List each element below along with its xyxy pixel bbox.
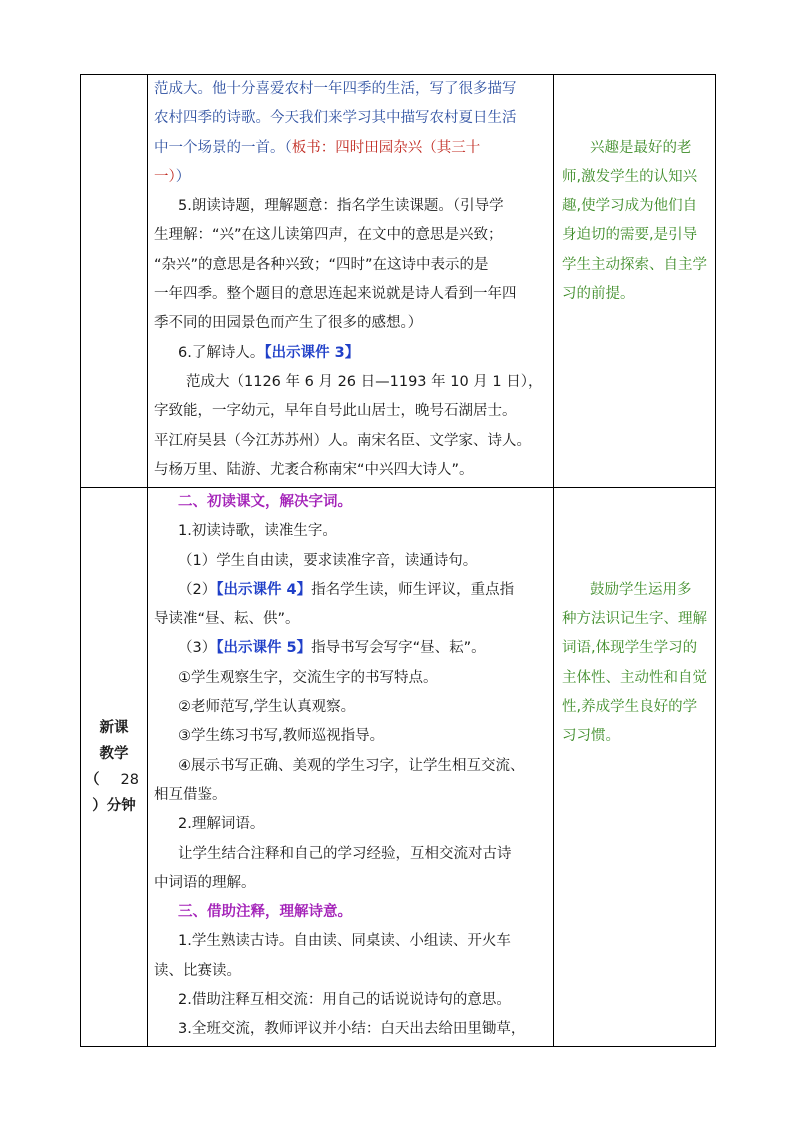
content-text: ②老师范写,学生认真观察。 xyxy=(178,699,356,716)
content-line xyxy=(148,163,553,192)
content-line xyxy=(148,280,553,309)
content-line xyxy=(148,339,553,368)
content-text: 季不同的田园景色而产生了很多的感想。） xyxy=(154,315,423,332)
content-line xyxy=(148,75,553,104)
design-intent-line: 习的前提。 xyxy=(562,286,635,303)
content-line xyxy=(148,427,553,456)
content-text: 字致能，一字幼元，早年自号此山居士，晚号石湖居士。 xyxy=(154,403,517,420)
content-text: 1.学生熟读古诗。自由读、同桌读、小组读、开火车 xyxy=(178,933,511,950)
design-intent-line: 主体性、主动性和自觉 xyxy=(562,669,707,686)
content-line xyxy=(148,752,553,781)
spacer xyxy=(554,547,715,576)
section-label xyxy=(81,488,147,1046)
content-text: 读、比赛读。 xyxy=(154,962,241,979)
content-line xyxy=(148,576,553,605)
content-text: 范成大（1126 年 6 月 26 日—1193 年 10 月 1 日）， xyxy=(186,373,543,390)
content-text: ①学生观察生字，交流生字的书写特点。 xyxy=(178,669,438,686)
content-text: 一年四季。整个题目的意思连起来说就是诗人看到一年四 xyxy=(154,286,517,303)
content-line xyxy=(148,722,553,751)
content-line xyxy=(148,368,553,397)
content-line xyxy=(148,488,553,517)
content-line xyxy=(148,957,553,986)
content-line xyxy=(148,693,553,722)
content-text: 指导书写会写字“昼、耘”。 xyxy=(311,640,486,657)
content-text: 一） xyxy=(154,168,176,185)
design-intent-line: 鼓励学生运用多 xyxy=(590,581,692,598)
duration-minutes: 28 xyxy=(120,772,139,788)
design-intent-line: 师,激发学生的认知兴 xyxy=(562,168,698,185)
table-row xyxy=(81,75,716,488)
spacer xyxy=(554,104,715,133)
content-text: 指名学生读，师生评议，重点指 xyxy=(311,581,515,598)
content-text: （1）学生自由读，要求读准字音，读通诗句。 xyxy=(178,552,478,569)
lesson-plan-table xyxy=(80,74,716,1047)
content-line xyxy=(148,547,553,576)
teaching-content xyxy=(148,75,553,485)
content-text: （2） xyxy=(178,581,217,598)
content-text: ④展示书写正确、美观的学生习字，让学生相互交流、 xyxy=(178,757,525,774)
content-text: 让学生结合注释和自己的学习经验，互相交流对古诗 xyxy=(178,845,512,862)
design-intent-line: 习习惯。 xyxy=(562,728,620,745)
content-line xyxy=(148,1015,553,1044)
content-text: 中词语的理解。 xyxy=(154,874,256,891)
spacer xyxy=(554,488,715,517)
section-label-cell xyxy=(81,75,148,488)
section-label-line: 教学 xyxy=(99,746,129,762)
content-text: 2.借助注释互相交流：用自己的话说说诗句的意思。 xyxy=(178,992,511,1009)
content-line xyxy=(148,309,553,338)
content-line xyxy=(148,634,553,663)
content-line xyxy=(148,781,553,810)
content-text: 范成大。他十分喜爱农村一年四季的生活，写了很多描写 xyxy=(154,81,517,97)
section-label-cell xyxy=(81,488,148,1047)
content-text: 导读准“昼、耘、供”。 xyxy=(154,611,300,628)
content-line xyxy=(148,456,553,485)
table-row xyxy=(81,488,716,1047)
content-text: 2.理解词语。 xyxy=(178,816,265,833)
content-line xyxy=(148,221,553,250)
content-text: 板书：四时田园杂兴（其三十 xyxy=(291,139,481,156)
design-intent-line: 性,养成学生良好的学 xyxy=(562,699,698,716)
content-line xyxy=(148,605,553,634)
design-intent-line: 趣,使学习成为他们自 xyxy=(562,198,698,215)
content-text: 二、初读课文，解决字词。 xyxy=(178,494,352,510)
teaching-content-cell xyxy=(148,488,554,1047)
content-text: 中一个场景的一首。（ xyxy=(154,139,292,156)
duration-unit: ）分钟 xyxy=(92,798,136,814)
content-text: 相互借鉴。 xyxy=(154,786,227,803)
spacer xyxy=(554,75,715,104)
content-line xyxy=(148,397,553,426)
duration-paren: （ xyxy=(85,772,100,788)
content-line xyxy=(148,192,553,221)
spacer xyxy=(554,517,715,546)
design-intent-line: 种方法识记生字、理解 xyxy=(562,611,707,628)
content-line xyxy=(148,810,553,839)
content-line xyxy=(148,664,553,693)
teaching-content xyxy=(148,488,553,1045)
content-text: 农村四季的诗歌。今天我们来学习其中描写农村夏日生活 xyxy=(154,110,517,127)
content-text: 三、借助注释，理解诗意。 xyxy=(178,904,352,921)
content-text: 【出示课件 5】 xyxy=(216,640,312,657)
content-line xyxy=(148,986,553,1015)
content-line xyxy=(148,104,553,133)
teaching-content-cell xyxy=(148,75,554,488)
content-text: 平江府吴县（今江苏苏州）人。南宋名臣、文学家、诗人。 xyxy=(154,432,531,449)
content-line xyxy=(148,869,553,898)
content-line xyxy=(148,517,553,546)
content-text: 5.朗读诗题，理解题意：指名学生读课题。（引导学 xyxy=(178,198,504,215)
section-label-line: 新课 xyxy=(99,720,129,736)
content-text: 1.初读诗歌，读准生字。 xyxy=(178,523,337,540)
design-intent-text xyxy=(554,488,715,752)
design-intent-cell xyxy=(554,75,716,488)
content-text: 6.了解诗人。 xyxy=(178,344,265,361)
content-line xyxy=(148,927,553,956)
design-intent-line: 词语,体现学生学习的 xyxy=(562,640,698,657)
content-text: 与杨万里、陆游、尤袤合称南宋“中兴四大诗人”。 xyxy=(154,461,474,478)
content-text: 【出示课件 4】 xyxy=(216,581,312,598)
content-text: 生理解：“兴”在这儿读第四声，在文中的意思是兴致； xyxy=(154,227,503,244)
content-line xyxy=(148,134,553,163)
content-text: ③学生练习书写,教师巡视指导。 xyxy=(178,728,385,745)
content-line xyxy=(148,898,553,927)
design-intent-line: 学生主动探索、自主学 xyxy=(562,256,707,273)
content-text: （3） xyxy=(178,640,217,657)
design-intent-text xyxy=(554,75,715,309)
duration-line xyxy=(81,767,147,793)
design-intent-line: 身迫切的需要,是引导 xyxy=(562,227,698,244)
content-text: ） xyxy=(175,168,191,185)
content-text: “杂兴”的意思是各种兴致；“四时”在这诗中表示的是 xyxy=(154,256,489,273)
design-intent-line: 兴趣是最好的老 xyxy=(590,139,692,156)
content-text: 3.全班交流，教师评议并小结：白天出去给田里锄草， xyxy=(178,1021,526,1038)
content-line xyxy=(148,840,553,869)
content-line xyxy=(148,251,553,280)
content-text: 【出示课件 3】 xyxy=(264,344,360,361)
design-intent-cell xyxy=(554,488,716,1047)
